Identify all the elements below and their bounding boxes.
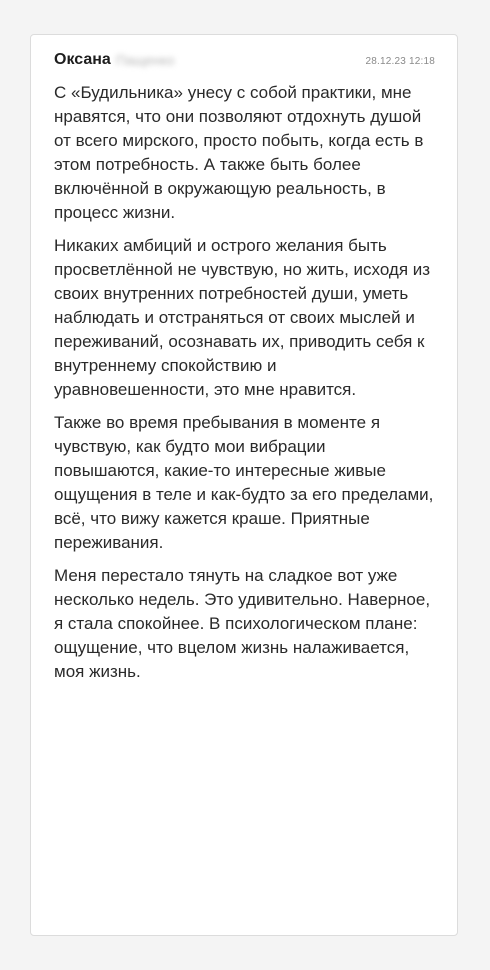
- author-last-name-blurred: Пащенко: [115, 52, 175, 68]
- review-paragraph: С «Будильника» унесу с собой практики, мне нравятся, что они позволяют отдохнуть душой от всего мирского, просто побыть, когда есть в этом потребность. А также быть более включённой в окружающую реальность, в процесс жизни.: [54, 83, 424, 222]
- review-header: [54, 51, 435, 73]
- review-body: [54, 81, 435, 684]
- author: [54, 51, 175, 69]
- author-first-name: Оксана: [54, 51, 111, 68]
- review-paragraph: Меня перестало тянуть на сладкое вот уже несколько недель. Это удивительно. Наверное, я стала спокойнее. В психологическом плане: ощущение, что вцелом жизнь налаживается, моя жизнь.: [54, 566, 431, 681]
- review-timestamp: 28.12.23 12:18: [365, 56, 435, 67]
- review-paragraph: Никаких амбиций и острого желания быть просветлённой не чувствую, но жить, исходя из своих внутренних потребностей души, уметь наблюдать и отстраняться от своих мыслей и переживаний, осознавать их, приводить себя к внутреннему спокойствию и уравновешенности, это мне нравится.: [54, 236, 431, 399]
- review-card: [30, 34, 458, 936]
- review-paragraph: Также во время пребывания в моменте я чувствую, как будто мои вибрации повышаются, какие-то интересные живые ощущения в теле и как-будто за его пределами, всё, что вижу кажется краше. Приятные переживания.: [54, 413, 434, 552]
